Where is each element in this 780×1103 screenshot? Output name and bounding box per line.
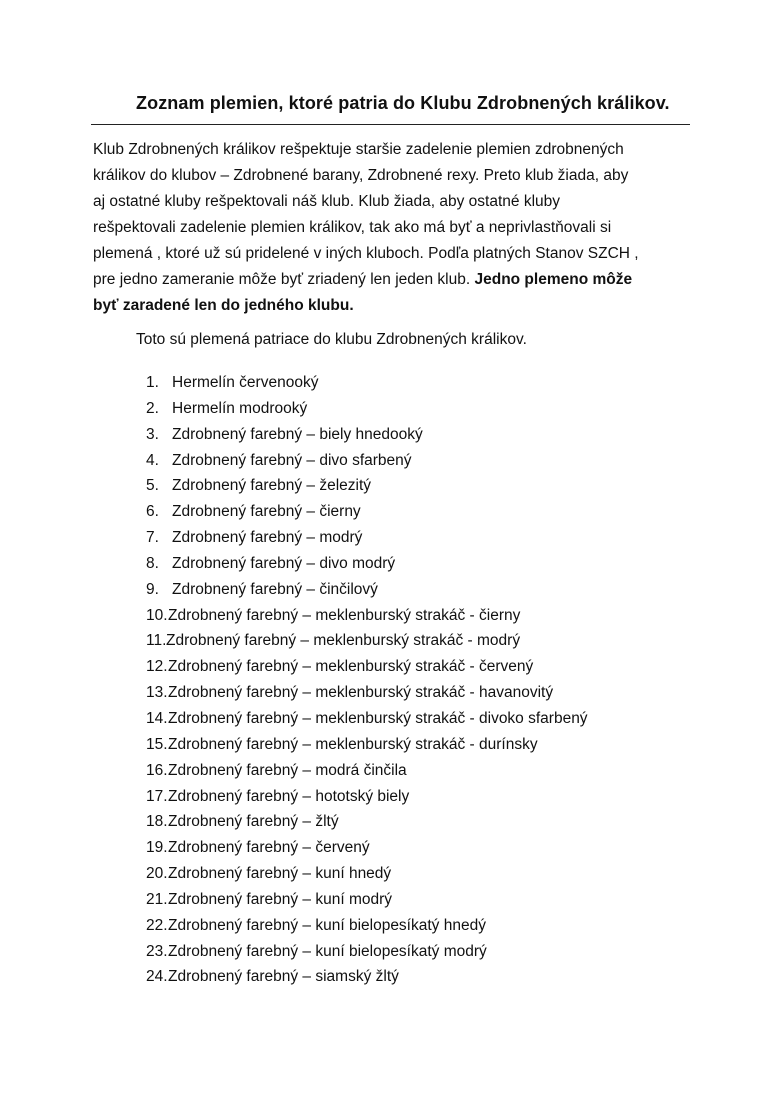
breed-number: 3. bbox=[146, 425, 159, 443]
breed-number: 19. bbox=[146, 839, 168, 857]
breed-name: Hermelín červenooký bbox=[172, 374, 319, 391]
breed-number: 15. bbox=[146, 735, 168, 753]
breed-number: 18. bbox=[146, 813, 168, 831]
breed-name: Zdrobnený farebný – meklenburský strakáč - červený bbox=[168, 658, 534, 676]
breed-number: 17. bbox=[146, 787, 168, 805]
title-underline bbox=[91, 124, 690, 125]
breed-number: 10. bbox=[146, 606, 168, 624]
breed-name: Zdrobnený farebný – kuní bielopesíkatý modrý bbox=[168, 942, 487, 960]
intro-line: králikov do klubov – Zdrobnené barany, Zdrobnené rexy. Preto klub žiada, aby bbox=[93, 167, 629, 184]
breed-name: Zdrobnený farebný – divo sfarbený bbox=[172, 451, 412, 469]
breed-number: 21. bbox=[146, 890, 168, 908]
breed-number: 20. bbox=[146, 865, 168, 883]
breed-name: Zdrobnený farebný – modrý bbox=[172, 529, 363, 547]
breed-name: Zdrobnený farebný – čierny bbox=[172, 503, 361, 521]
intro-line-mixed bbox=[93, 267, 688, 293]
breed-number: 1. bbox=[146, 374, 159, 391]
breed-number: 2. bbox=[146, 399, 159, 417]
breed-number: 12. bbox=[146, 658, 168, 676]
intro-paragraph bbox=[93, 137, 688, 319]
breed-name: Zdrobnený farebný – činčilový bbox=[172, 580, 378, 598]
document-title: Zoznam plemien, ktoré patria do Klubu Zdrobnených králikov. bbox=[136, 93, 670, 113]
breed-name: Hermelín modrooký bbox=[172, 399, 308, 417]
breed-name: Zdrobnený farebný – železitý bbox=[172, 477, 372, 495]
breed-name: Zdrobnený farebný – divo modrý bbox=[172, 554, 396, 572]
breed-name: Zdrobnený farebný – kuní bielopesíkatý hnedý bbox=[168, 916, 486, 934]
intro-line: aj ostatné kluby rešpektovali náš klub. Klub žiada, aby ostatné kluby bbox=[93, 193, 560, 210]
breed-name: Zdrobnený farebný – meklenburský strakáč - čierny bbox=[168, 606, 521, 624]
list-heading: Toto sú plemená patriace do klubu Zdrobnených králikov. bbox=[136, 331, 527, 348]
intro-bold-statement: Jedno plemeno môže bbox=[474, 271, 633, 288]
intro-bold-statement-end: byť zaradené len do jedného klubu. bbox=[93, 297, 354, 314]
breed-number: 23. bbox=[146, 942, 168, 960]
breed-number: 14. bbox=[146, 709, 168, 727]
breed-name: Zdrobnený farebný – biely hnedooký bbox=[172, 425, 423, 443]
breed-number: 13. bbox=[146, 684, 168, 702]
breed-name: Zdrobnený farebný – meklenburský strakáč - durínsky bbox=[168, 735, 538, 753]
breed-number: 6. bbox=[146, 503, 159, 521]
breed-number: 11. bbox=[146, 632, 167, 650]
breed-name: Zdrobnený farebný – hototský biely bbox=[168, 787, 410, 805]
breed-number: 22. bbox=[146, 916, 168, 934]
breed-number: 4. bbox=[146, 451, 159, 469]
intro-line-normal-part: pre jedno zameranie môže byť zriadený len jeden klub. bbox=[93, 271, 475, 288]
breed-name: Zdrobnený farebný – siamský žltý bbox=[168, 968, 399, 986]
breed-number: 24. bbox=[146, 968, 168, 986]
breed-name: Zdrobnený farebný – kuní hnedý bbox=[168, 865, 392, 883]
breed-name: Zdrobnený farebný – meklenburský strakáč - havanovitý bbox=[168, 684, 554, 702]
intro-line: Klub Zdrobnených králikov rešpektuje staršie zadelenie plemien zdrobnených bbox=[93, 141, 624, 158]
breed-number: 7. bbox=[146, 529, 159, 547]
breed-number: 9. bbox=[146, 580, 159, 598]
intro-line: plemená , ktoré už sú pridelené v iných kluboch. Podľa platných Stanov SZCH , bbox=[93, 245, 639, 262]
breed-number: 8. bbox=[146, 554, 159, 572]
breed-number: 16. bbox=[146, 761, 168, 779]
breed-name: Zdrobnený farebný – meklenburský strakáč - modrý bbox=[166, 632, 521, 650]
breed-name: Zdrobnený farebný – meklenburský strakáč - divoko sfarbený bbox=[168, 709, 588, 727]
breed-name: Zdrobnený farebný – kuní modrý bbox=[168, 890, 393, 908]
breed-name: Zdrobnený farebný – modrá činčila bbox=[168, 761, 407, 779]
breed-name: Zdrobnený farebný – červený bbox=[168, 839, 370, 857]
breed-name: Zdrobnený farebný – žltý bbox=[168, 813, 339, 831]
intro-line: rešpektovali zadelenie plemien králikov, tak ako má byť a neprivlastňovali si bbox=[93, 219, 612, 236]
breed-number: 5. bbox=[146, 477, 159, 495]
